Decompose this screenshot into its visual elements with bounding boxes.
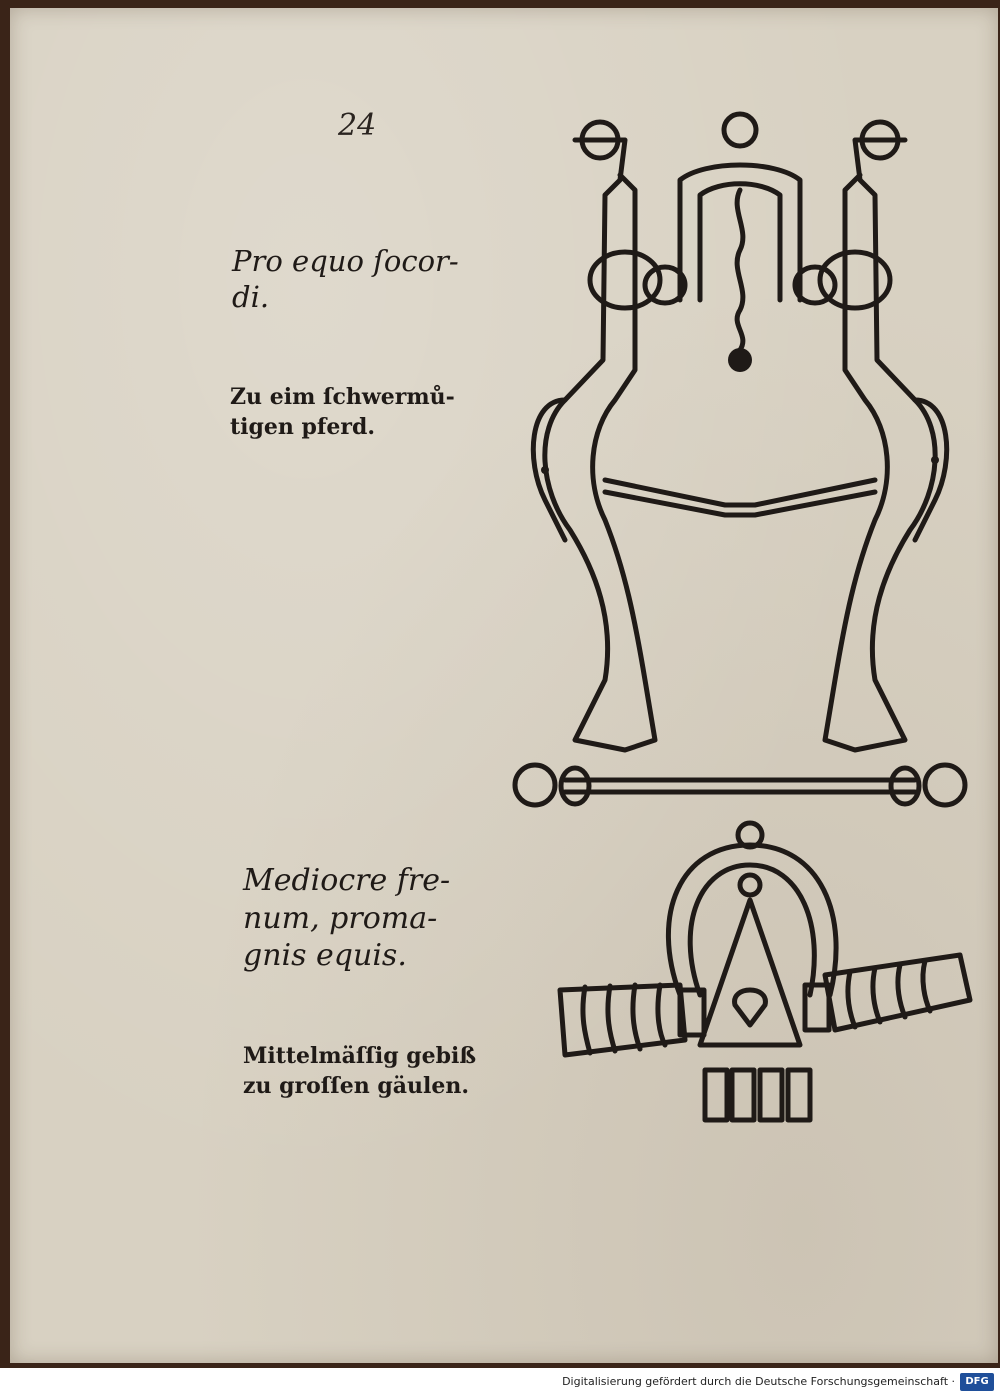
latin-caption-1-line-2: di. bbox=[232, 280, 270, 315]
footer-credit: Digitalisierung gefördert durch die Deutsche Forschungsgemeinschaft · bbox=[562, 1375, 955, 1388]
german-caption-1-line-2: tigen pferd. bbox=[230, 413, 376, 440]
german-caption-1 bbox=[230, 383, 470, 442]
german-caption-2-line-1: Mittelmäſſig gebiß bbox=[243, 1043, 477, 1069]
latin-caption-2-line-2: num, proma- bbox=[243, 900, 438, 936]
page-number: 24 bbox=[338, 108, 377, 143]
dfg-logo-icon: DFG bbox=[960, 1373, 994, 1391]
latin-caption-2-line-1: Mediocre fre- bbox=[243, 863, 451, 898]
german-caption-1-line-1: Zu eim ſchwermů- bbox=[230, 384, 455, 410]
mouthpiece-bit-illustration bbox=[540, 815, 990, 1135]
curb-bit-illustration bbox=[495, 100, 985, 820]
latin-caption-2-line-3: gnis equis. bbox=[243, 938, 407, 973]
latin-caption-1 bbox=[232, 243, 472, 316]
latin-caption-2 bbox=[243, 862, 473, 975]
german-caption-2-line-2: zu groſſen gäulen. bbox=[243, 1072, 470, 1099]
latin-caption-1-line-1: Pro equo ſocor- bbox=[232, 244, 459, 278]
footer-bar bbox=[0, 1368, 1000, 1398]
german-caption-2 bbox=[243, 1042, 483, 1101]
